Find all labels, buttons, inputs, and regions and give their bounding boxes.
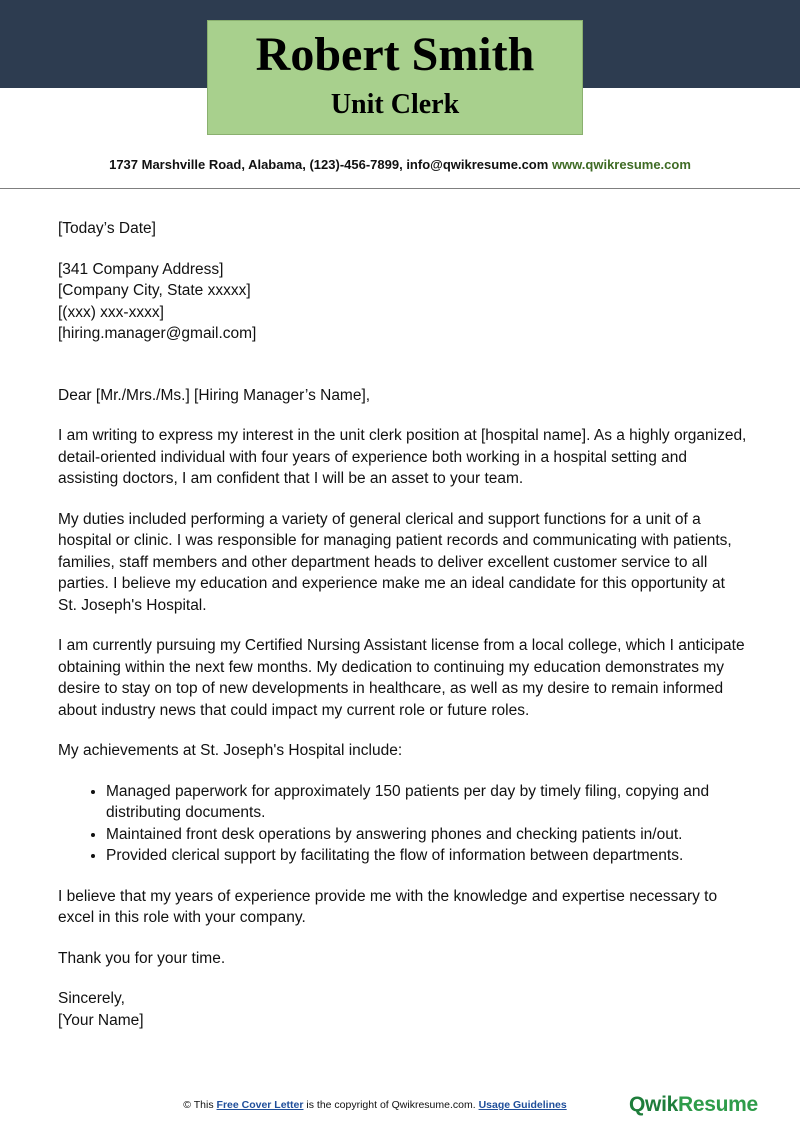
list-item: • Maintained front desk operations by answering phones and checking patients in/out. bbox=[106, 824, 748, 846]
list-item: • Managed paperwork for approximately 150 patients per day by timely filing, copying and distributing documents. bbox=[106, 781, 748, 824]
logo-part1: Qwik bbox=[629, 1093, 678, 1116]
letter-date: [Today’s Date] bbox=[58, 220, 156, 237]
salutation: Dear [Mr./Mrs./Ms.] [Hiring Manager’s Name], bbox=[58, 386, 371, 404]
qwikresume-logo bbox=[629, 1093, 758, 1117]
header-divider bbox=[0, 188, 800, 189]
recipient-address bbox=[58, 259, 748, 345]
signature: [Your Name] bbox=[58, 1011, 144, 1029]
address-line: [hiring.manager@gmail.com] bbox=[58, 325, 257, 342]
paragraph: I believe that my years of experience provide me with the knowledge and expertise necessary to excel in this role with your company. bbox=[58, 887, 718, 926]
job-title: Unit Clerk bbox=[330, 89, 460, 120]
paragraph: Thank you for your time. bbox=[58, 949, 226, 967]
free-cover-letter-link[interactable]: Free Cover Letter bbox=[216, 1099, 304, 1111]
paragraph: I am writing to express my interest in the unit clerk position at [hospital name]. As a highly organized, detail-oriented individual with four years of experience both working in a hospital setting and assisting doctors, I am confident that I will be an asset to your team. bbox=[58, 427, 747, 487]
contact-line bbox=[0, 157, 800, 172]
logo-part2: Resume bbox=[677, 1093, 758, 1116]
paragraph: My duties included performing a variety of general clerical and support functions for a unit of a hospital or clinic. I was responsible for managing patient records and communicating with patients, families, staff members and other department heads to deliver excellent customer service to all parties. I believe my education and experience make me an ideal candidate for this opportunity at St. Joseph's Hospital. bbox=[58, 510, 732, 614]
achievements-list bbox=[58, 781, 748, 867]
footer-middle: is the copyright of Qwikresume.com. bbox=[306, 1099, 476, 1111]
website-link[interactable]: www.qwikresume.com bbox=[551, 157, 691, 172]
signoff: Sincerely, bbox=[58, 990, 125, 1007]
letter-body bbox=[58, 218, 748, 1031]
address-line: [341 Company Address] bbox=[58, 260, 224, 278]
usage-guidelines-link[interactable]: Usage Guidelines bbox=[478, 1099, 567, 1111]
contact-details: 1737 Marshville Road, Alabama, (123)-456-7899, info@qwikresume.com bbox=[109, 157, 549, 172]
list-item: • Provided clerical support by facilitating the flow of information between departments. bbox=[106, 845, 748, 867]
address-line: [(xxx) xxx-xxxx] bbox=[58, 303, 164, 321]
footer-prefix: © This bbox=[183, 1099, 214, 1111]
paragraph: My achievements at St. Joseph's Hospital include: bbox=[58, 742, 403, 759]
paragraph: I am currently pursuing my Certified Nursing Assistant license from a local college, which I anticipate obtaining within the next few months. My dedication to continuing my education demonstrates my desire to stay on top of new developments in healthcare, as well as my desire to remain informed about industry news that could impact my current role or future roles. bbox=[58, 637, 745, 719]
address-line: [Company City, State xxxxx] bbox=[58, 282, 251, 299]
name-box bbox=[207, 20, 583, 135]
candidate-name: Robert Smith bbox=[255, 28, 535, 81]
